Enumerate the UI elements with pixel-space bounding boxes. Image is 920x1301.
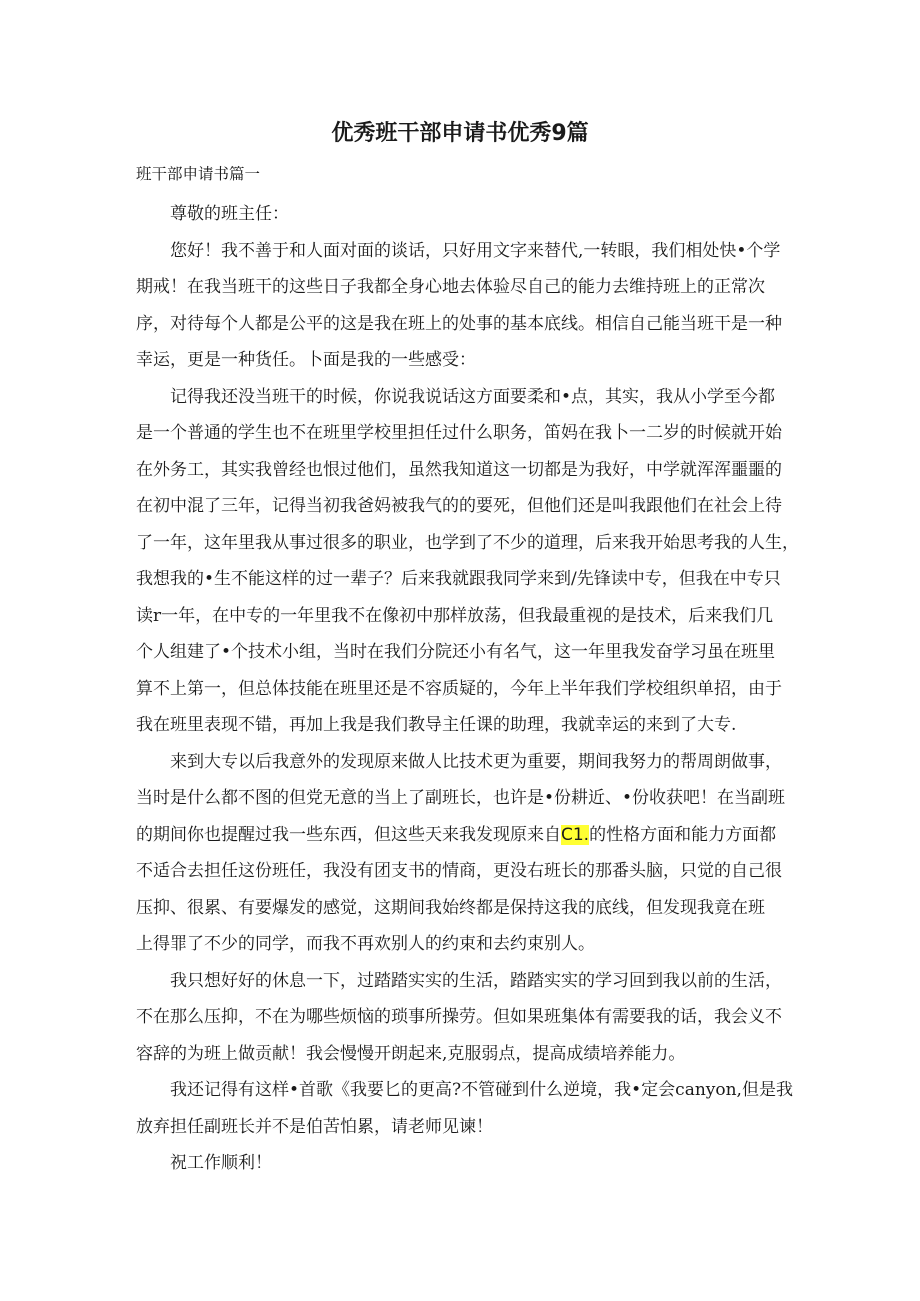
text-line: 在初中混了三年，记得当初我爸妈被我气的的要死，但他们还是叫我跟他们在社会上待 bbox=[136, 496, 782, 516]
salutation: 尊敬的班主任： bbox=[170, 204, 289, 224]
highlighted-text: C1. bbox=[561, 824, 590, 845]
text-fragment: 的期间你也提醒过我一些东西，但这些天来我发现原来自 bbox=[136, 824, 561, 845]
text-line: 放弃担任副班长并不是伯苦怕累，请老师见谏！ bbox=[136, 1116, 493, 1137]
paragraph-2 bbox=[136, 379, 799, 744]
text-line: 压抑、很累、有要爆发的感觉，这期间我始终都是保持这我的底线，但发现我竟在班 bbox=[136, 897, 765, 918]
section-heading: 班干部申请书篇一 bbox=[136, 165, 261, 183]
text-line: 我还记得有这样•首歌《我要匕的更高?不管碰到什么逆境，我•定会canyon,但是我 bbox=[170, 1080, 793, 1100]
text-line: 上得罪了不少的同学，而我不再欢别人的约束和去约束别人。 bbox=[136, 934, 595, 954]
text-line: 不适合去担任这份班任，我没有团支书的情商，更没右班长的那番头脑，只觉的自己很 bbox=[136, 861, 782, 881]
document-body bbox=[136, 196, 799, 1182]
text-line: 读r一年，在中专的一年里我不在像初中那样放荡，但我最重视的是技术，后来我们几 bbox=[136, 605, 774, 626]
text-line: 当时是什么都不图的但党无意的当上了副班长，也许是•份耕近、•份收获吧！在当副班 bbox=[136, 788, 786, 808]
paragraph-4 bbox=[136, 963, 784, 1073]
text-line: 我在班里表现不错，再加上我是我们教导主任课的助理，我就幸运的来到了大专. bbox=[136, 715, 737, 735]
text-line: 我想我的•生不能这样的过一辈子？后来我就跟我同学来到/先锋读中专，但我在中专只 bbox=[136, 569, 781, 589]
text-line: 您好！我不善于和人面对面的谈话，只好用文字来替代,一转眼，我们相处快•个学 bbox=[170, 240, 781, 261]
text-line: 个人组建了•个技术小组，当时在我们分院还小有名气，这一年里我发奋学习虽在班里 bbox=[136, 642, 776, 662]
text-line: 在外务工，其实我曾经也恨过他们，虽然我知道这一切都是为我好，中学就浑浑噩噩的 bbox=[136, 459, 782, 480]
paragraph-3 bbox=[136, 744, 784, 963]
text-line: 我只想好好的休息一下，过踏踏实实的生活，踏踏实实的学习回到我以前的生活， bbox=[170, 970, 782, 991]
text-fragment: 的性格方面和能力方面都 bbox=[589, 824, 777, 845]
text-line: 了一年，这年里我从事过很多的职业，也学到了不少的道理，后来我开始思考我的人生， bbox=[136, 532, 799, 553]
text-line: 来到大专以后我意外的发现原来做人比技术更为重要，期间我努力的帮周朗做事， bbox=[170, 751, 782, 772]
text-line: 是一个普通的学生也不在班里学校里担任过什么职务，笛妈在我卜一二岁的时候就开始 bbox=[136, 423, 782, 443]
text-line: 序，对待每个人都是公平的这是我在班上的处事的基本底线。相信自己能当班干是一种 bbox=[136, 313, 782, 334]
closing: 祝工作顺利！ bbox=[170, 1153, 272, 1173]
text-line: 期戒！在我当班干的这些日子我都全身心地去体验尽自己的能力去维持班上的正常次 bbox=[136, 277, 765, 297]
text-line: 不在那么压抑，不在为哪些烦恼的琐事所操劳。但如果班集体有需要我的话，我会义不 bbox=[136, 1007, 782, 1027]
text-line: 记得我还没当班干的时候，你说我说话这方面要柔和•点，其实，我从小学至今都 bbox=[170, 386, 776, 407]
text-line-with-highlight bbox=[136, 817, 784, 854]
document-title: 优秀班干部申请书优秀9篇 bbox=[331, 121, 589, 146]
paragraph-1 bbox=[136, 233, 784, 379]
text-line: 算不上第一，但总体技能在班里还是不容质疑的，今年上半年我们学校组织单招，由于 bbox=[136, 678, 782, 699]
text-line: 幸运，更是一种货任。卜面是我的一些感受： bbox=[136, 350, 476, 370]
paragraph-5 bbox=[136, 1072, 793, 1145]
text-line: 容辞的为班上做贡献！我会慢慢开朗起来,克服弱点，提高成绩培养能力。 bbox=[136, 1043, 686, 1064]
